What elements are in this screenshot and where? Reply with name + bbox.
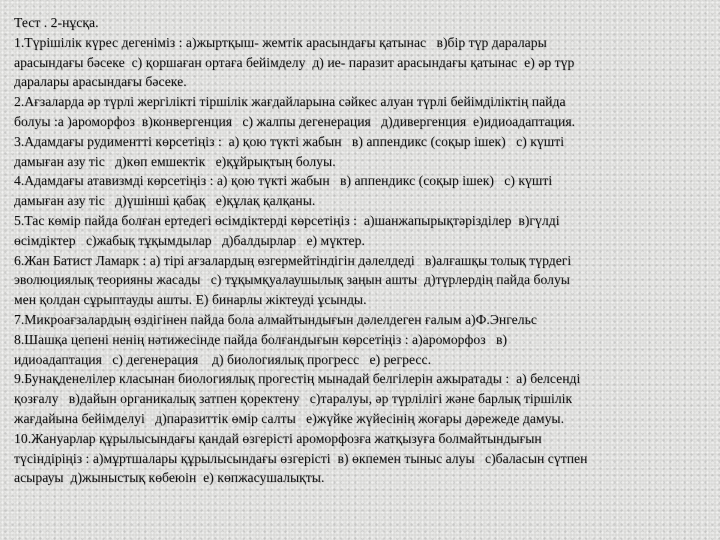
question-2-line-2: болуы :а )ароморфоз в)конвергенция с) жалпы дегенерация д)дивергенция е)идиоадаптация. (14, 113, 576, 129)
question-9-line-1: 9.Бунақденелілер класынан биологиялық прогестің мынадай белгілерін ажыратады : а) белсенді (14, 371, 581, 387)
question-10-line-3: асырауы д)жыныстық көбеюін е) көпжасушалықты. (14, 470, 325, 486)
question-1-line-3: даралары арасындағы бәсеке. (14, 74, 187, 90)
question-7-line-1: 7.Микроағзалардың өздігінен пайда бола алмайтындығын дәлелдеген ғалым а)Ф.Энгельс (14, 311, 537, 327)
question-10-line-1: 10.Жануарлар құрылысындағы қандай өзгерісті ароморфозға жатқызуға болмайтындығын (14, 430, 542, 446)
question-1-line-2: арасындағы бәсеке с) қоршаған ортаға бейімделу д) ие- паразит арасындағы қатынас е) әр түр (14, 54, 575, 70)
question-10-line-2: түсіндіріңіз : а)мұртшалары құрылысындағы өзгерісті в) өкпемен тыныс алуы с)баласын сүтпен (14, 450, 588, 466)
test-title: Тест . 2-нұсқа. (14, 15, 99, 30)
question-6-line-3: мен қолдан сұрыптауды ашты. Е) бинарлы жіктеуді ұсынды. (14, 292, 367, 308)
question-6-line-2: эволюциялық теорияны жасады с) тұқымқуалаушылық заңын ашты д)түрлердің пайда болуы (14, 272, 570, 288)
question-4-line-1: 4.Адамдағы атавизмді көрсетіңіз : а) қою түкті жабын в) аппендикс (соқыр ішек) с) күшті (14, 173, 553, 189)
question-8-line-2: идиоадаптация с) дегенерация д) биологиялық прогресс е) регресс. (14, 351, 432, 367)
question-5-line-1: 5.Тас көмір пайда болған ертедегі өсімдіктерді көрсетіңіз : а)шанжапырықтәрізділер в)гүлді (14, 212, 560, 228)
question-9-line-3: жағдайына бейімделуі д)паразиттік өмір салты е)жүйке жүйесінің жоғары дәрежеде дамуы. (14, 410, 565, 426)
question-3-line-2: дамыған азу тіс д)көп емшектік е)құйрықтың болуы. (14, 153, 336, 169)
question-2-line-1: 2.Ағзаларда әр түрлі жергілікті тіршілік жағдайларына сәйкес алуан түрлі бейімділіктің пайда (14, 94, 566, 110)
question-3-line-1: 3.Адамдағы рудиментті көрсетіңіз : а) қою түкті жабын в) аппендикс (соқыр ішек) с) күшті (14, 133, 565, 149)
question-8-line-1: 8.Шашқа цепені ненің нәтижесінде пайда болғандығын көрсетіңіз : а)ароморфоз в) (14, 331, 508, 347)
test-text-block (14, 13, 714, 488)
question-5-line-2: өсімдіктер с)жабық тұқымдылар д)балдырлар е) мүктер. (14, 232, 365, 248)
question-1-line-1: 1.Түрішілік күрес дегеніміз : а)жыртқыш- жемтік арасындағы қатынас в)бір түр даралары (14, 34, 547, 50)
question-9-line-2: қозғалу в)дайын органикалық затпен қоректену с)таралуы, әр түрлілігі және барлық тіршілік (14, 391, 573, 407)
question-4-line-2: дамыған азу тіс д)үшінші қабақ е)құлақ қалқаны. (14, 193, 316, 209)
question-6-line-1: 6.Жан Батист Ламарк : а) тірі ағзалардың өзгермейтіндігін дәлелдеді в)алғашқы толық түрдегі (14, 252, 572, 268)
